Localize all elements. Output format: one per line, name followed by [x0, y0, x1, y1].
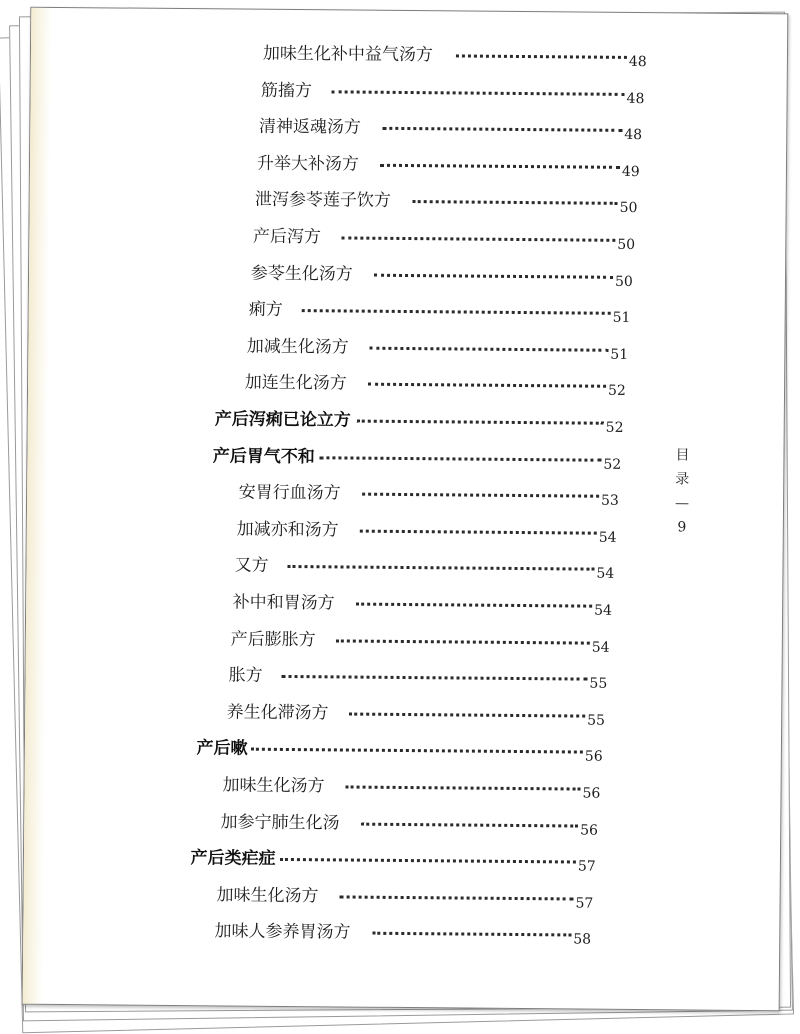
toc-page-number: 50 [617, 236, 636, 253]
toc-page-number: 57 [577, 858, 596, 875]
dot-leader [302, 309, 611, 315]
toc-entry-title: 加味生化汤方 [222, 775, 325, 797]
toc-page-number: 56 [580, 822, 599, 839]
toc-entry [249, 298, 639, 327]
toc-page-number: 52 [607, 383, 626, 400]
dot-leader [362, 493, 599, 498]
toc-entry [251, 261, 641, 290]
dot-leader [372, 932, 571, 937]
toc-entry [259, 115, 651, 144]
toc-section-heading: 产后胃气不和 [212, 445, 315, 467]
side-label-char-1: 目 [675, 447, 690, 464]
dot-leader [341, 236, 616, 241]
toc-entry [226, 700, 613, 729]
toc-page-number: 51 [612, 309, 631, 327]
dot-leader [370, 346, 609, 351]
toc-entry-title: 加减生化汤方 [246, 336, 349, 358]
toc-page-number: 49 [621, 163, 640, 180]
toc-page-number: 54 [594, 602, 613, 619]
toc-entry [261, 78, 653, 107]
toc-entry [255, 188, 646, 217]
toc-entry-title: 又方 [234, 555, 269, 577]
page-folio: 9 [677, 519, 687, 536]
toc-entry [222, 773, 608, 802]
toc-section-heading: 产后泻痢已论立方 [214, 409, 351, 431]
toc-page-number: 55 [589, 675, 608, 692]
toc-entry-title: 加味生化汤方 [216, 885, 319, 907]
toc-entry-title: 加参宁肺生化汤 [220, 811, 340, 834]
toc-entry [253, 225, 644, 254]
toc-entry-title: 参苓生化汤方 [250, 263, 353, 285]
toc-section-heading: 产后嗽 [196, 738, 248, 760]
dot-leader [320, 456, 602, 461]
toc-entry [245, 371, 635, 400]
toc-entry [229, 664, 616, 693]
toc-entry [196, 737, 611, 767]
toc-entry-title: 升举大补汤方 [256, 153, 359, 175]
toc-entry-title: 加连生化汤方 [244, 372, 347, 394]
dot-leader [357, 420, 604, 425]
side-label-char-2: 录 [675, 471, 690, 488]
toc-entry [231, 627, 618, 656]
toc-entry-title: 安胃行血汤方 [238, 482, 341, 504]
toc-section-heading: 产后类疟症 [190, 848, 276, 870]
toc-entry-title: 产后膨胀方 [230, 629, 316, 650]
toc-entry-title: 养生化滞汤方 [226, 702, 329, 724]
toc-page-number: 56 [582, 785, 601, 802]
dot-leader [380, 164, 620, 169]
toc-entry [190, 846, 604, 876]
dot-leader [251, 748, 583, 754]
toc-entry-title: 产后泻方 [252, 226, 321, 248]
toc-page-number: 53 [600, 492, 619, 510]
toc-entry [237, 517, 625, 546]
toc-page-number: 57 [575, 895, 594, 912]
toc-page-number: 52 [603, 456, 622, 473]
toc-entry [220, 810, 606, 839]
dot-leader [346, 785, 581, 790]
side-running-label [667, 443, 698, 539]
dot-leader [331, 90, 624, 96]
dot-leader [350, 712, 586, 717]
dot-leader [368, 383, 606, 388]
toc-entry-title: 痢方 [248, 299, 283, 321]
toc-entry [216, 883, 601, 912]
dot-leader [456, 54, 627, 58]
toc-entry-title: 加味生化补中益气汤方 [262, 43, 434, 66]
dot-leader [413, 200, 618, 205]
dot-leader [282, 675, 588, 681]
toc-page-number: 58 [573, 931, 592, 949]
toc-page-number: 51 [610, 346, 629, 363]
toc-page [22, 7, 789, 1012]
toc-page-number: 56 [584, 748, 603, 766]
dot-leader [356, 603, 593, 608]
toc-entry [213, 444, 630, 474]
toc-entry [263, 42, 655, 71]
dot-leader [336, 639, 590, 644]
toc-entry [235, 554, 623, 583]
dot-leader [374, 273, 613, 278]
toc-page-number: 48 [624, 127, 643, 144]
toc-page-number: 48 [628, 53, 647, 71]
toc-entry-title: 筋搐方 [260, 80, 313, 101]
table-of-contents [31, 8, 787, 949]
toc-page-number: 48 [626, 90, 645, 107]
toc-page-number: 52 [605, 419, 624, 436]
dot-leader [382, 127, 622, 132]
toc-entry [247, 334, 637, 363]
toc-entry-title: 加味人参养胃汤方 [214, 921, 351, 943]
toc-entry [233, 591, 621, 620]
toc-page-number: 54 [591, 639, 610, 656]
toc-page-number: 55 [587, 712, 606, 729]
toc-entry [214, 920, 599, 949]
toc-entry-title: 加减亦和汤方 [236, 519, 339, 541]
toc-entry-title: 清神返魂汤方 [258, 116, 362, 138]
toc-entry [257, 151, 648, 180]
toc-page-number: 54 [596, 566, 615, 583]
side-label-separator: — [674, 495, 690, 512]
toc-entry [239, 481, 628, 510]
toc-page-number: 50 [614, 273, 633, 290]
dot-leader [361, 822, 578, 827]
toc-entry [215, 407, 632, 437]
toc-entry-title: 泄泻参苓莲子饮方 [254, 190, 391, 212]
dot-leader [360, 529, 597, 534]
toc-entry-title: 补中和胃汤方 [232, 592, 335, 614]
toc-entry-title: 胀方 [228, 665, 263, 686]
dot-leader [339, 895, 573, 900]
toc-page-number: 54 [598, 529, 617, 546]
dot-leader [280, 858, 576, 864]
toc-page-number: 50 [619, 200, 638, 217]
dot-leader [288, 565, 595, 571]
